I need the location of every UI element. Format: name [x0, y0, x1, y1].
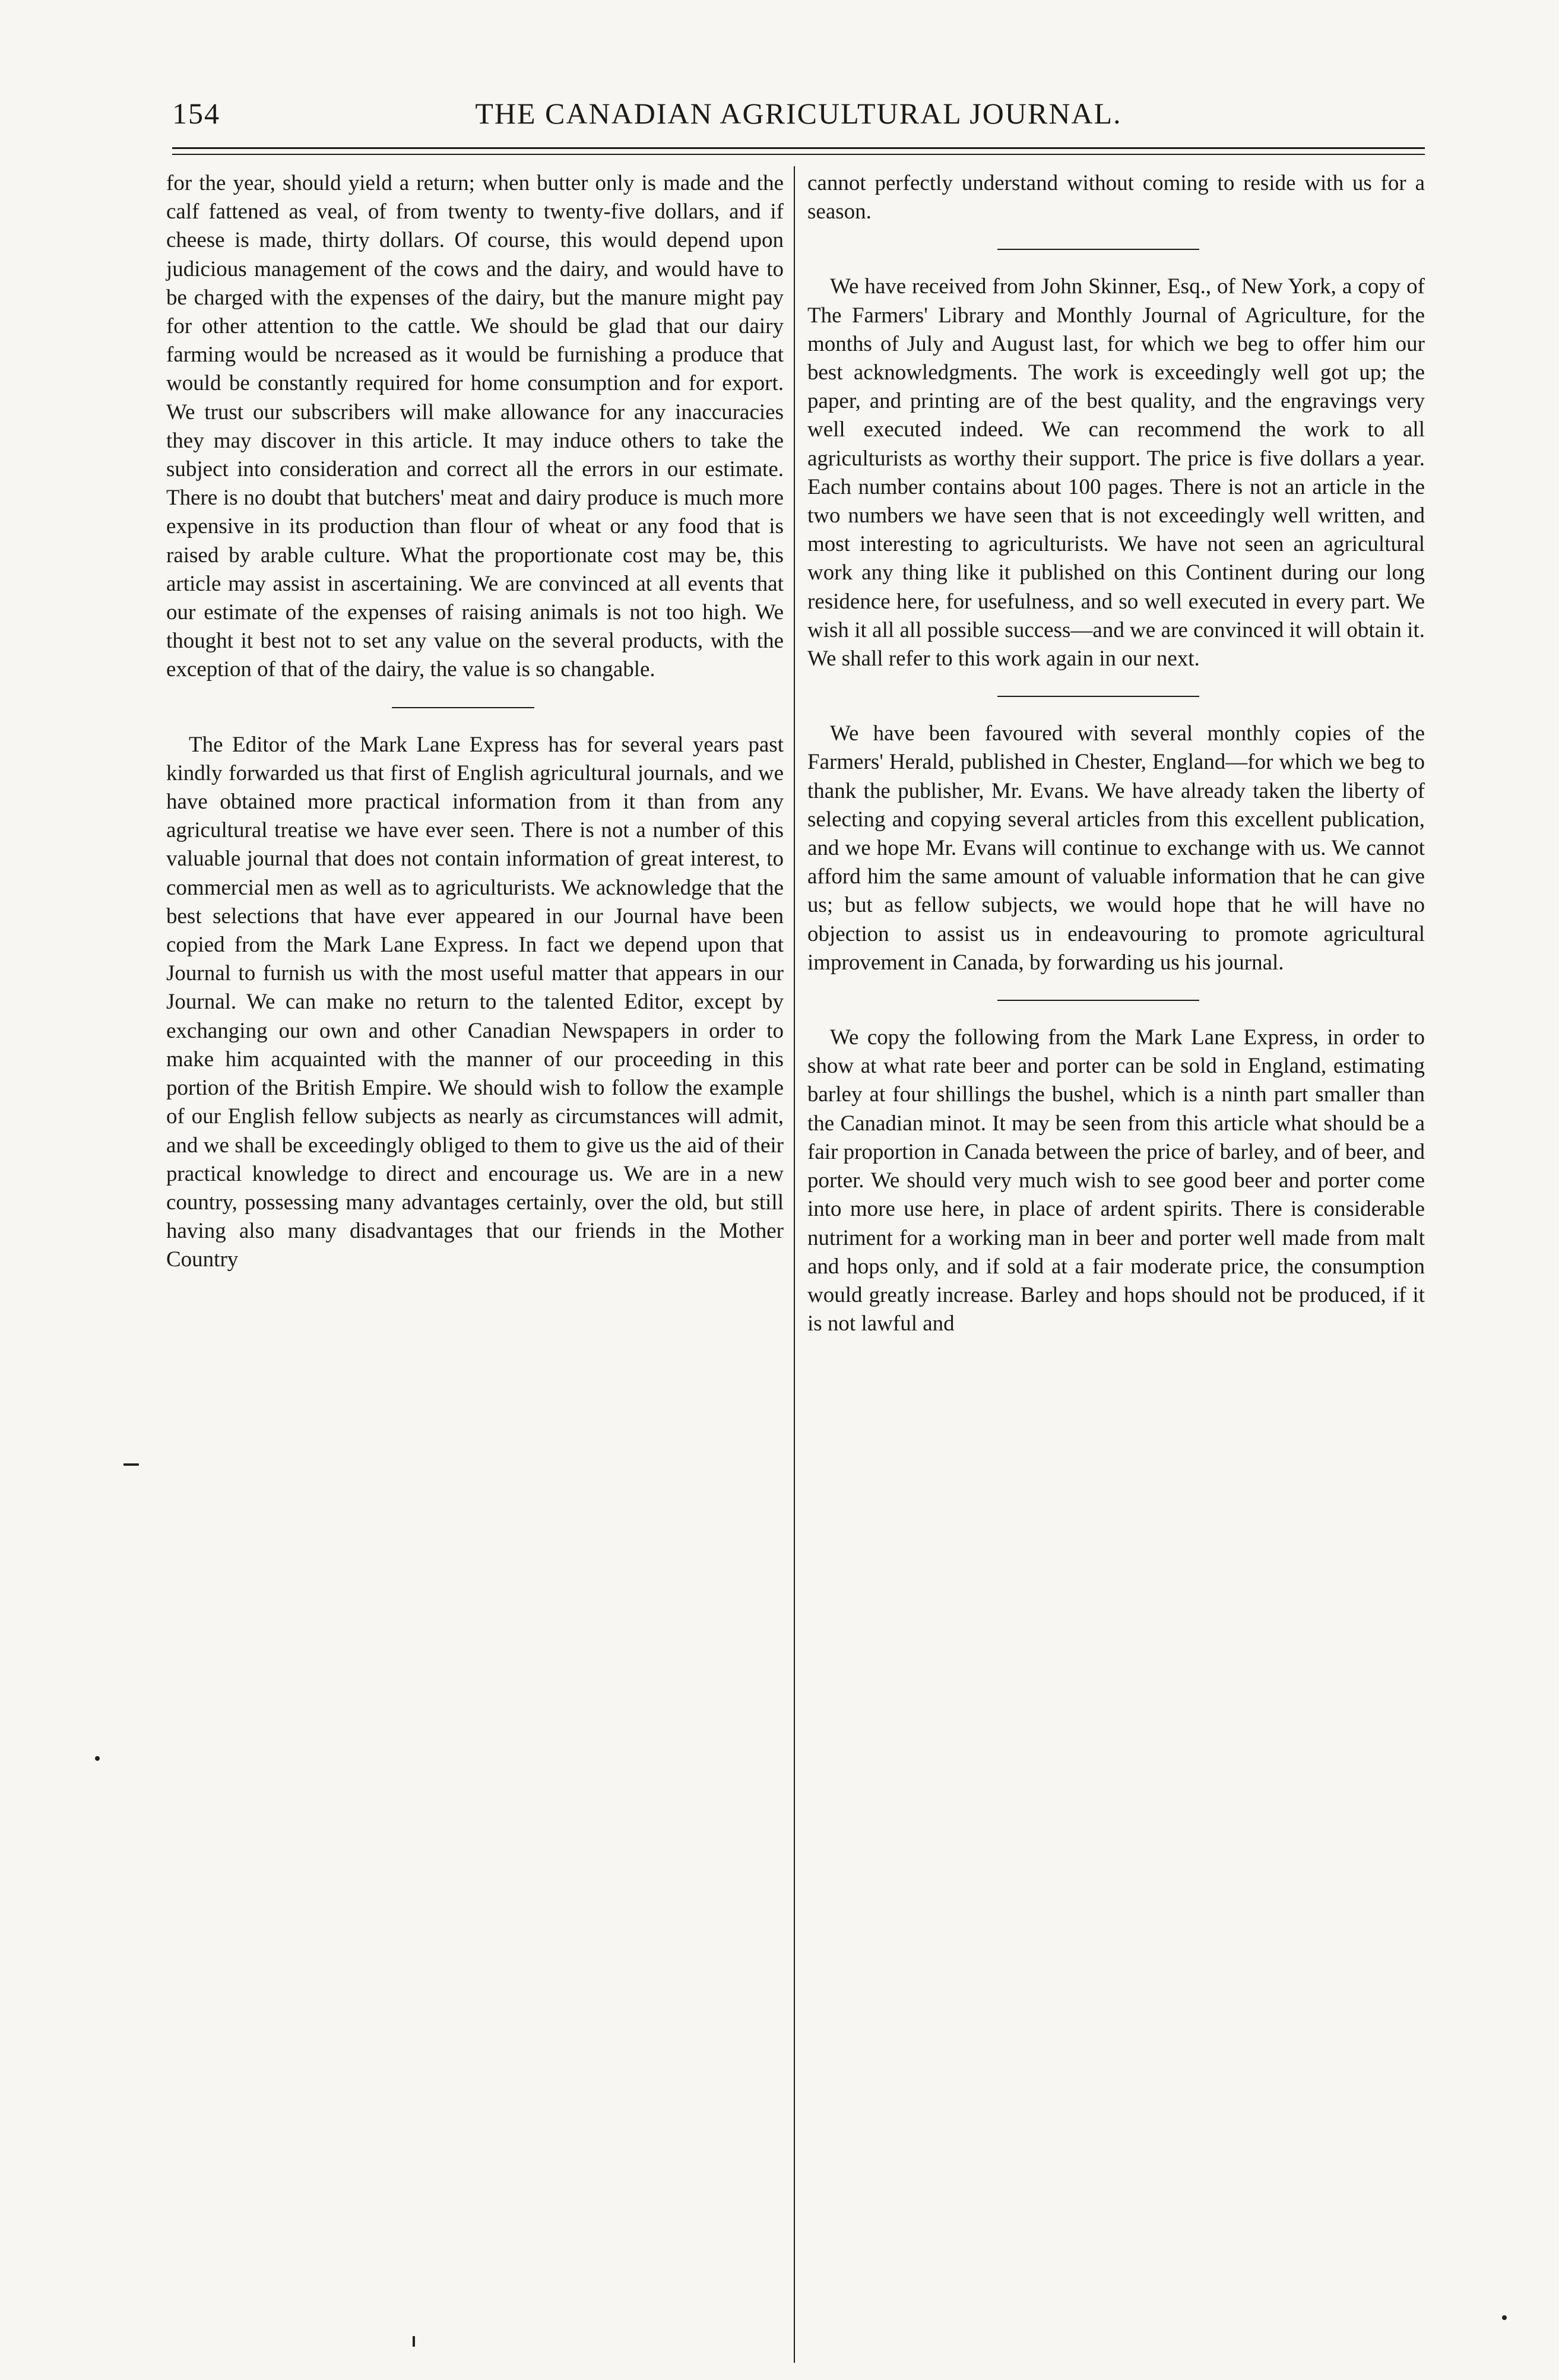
section-divider — [807, 226, 1425, 272]
scan-mark — [95, 1756, 100, 1761]
page-header — [172, 96, 1425, 138]
section-divider — [166, 684, 784, 731]
column-rule — [794, 166, 795, 2363]
scan-mark — [123, 1463, 139, 1466]
right-column — [807, 169, 1425, 1338]
section-divider — [807, 673, 1425, 720]
beer-porter-paragraph: We copy the following from the Mark Lane Express, in order to show at what rate beer and porter can be sold in England, estimating barley at four shillings the bushel, which is a ninth part smaller than the Canadian minot. It may be seen from this article what should be a fair proportion in Canada between the price of barley, and of beer, and porter. We should very much wish to see good beer and porter come into more use here, in place of ardent spirits. There is considerable nutriment for a working man in beer and porter well made from malt and hops only, and if sold at a fair moderate price, the consumption would greatly increase. Barley and hops should not be produced, if it is not lawful and — [807, 1025, 1425, 1336]
scan-mark — [1502, 2315, 1507, 2320]
running-title: THE CANADIAN AGRICULTURAL JOURNAL. — [475, 97, 1122, 130]
mark-lane-express-paragraph: The Editor of the Mark Lane Express has for several years past kindly forwarded us that first of English agricultural journals, and we have obtained more practical information from it than from any agricultural treatise we have ever seen. There is not a number of this valuable journal that does not contain information of great interest, to commercial men as well as to agriculturists. We acknowledge that the best selections that have ever appeared in our Journal have been copied from the Mark Lane Express. In fact we depend upon that Journal to furnish us with the most useful matter that appears in our Journal. We can make no return to the talented Editor, except by exchanging our own and other Canadian Newspapers in order to make him acquainted with the manner of our proceeding in this portion of the British Empire. We should wish to follow the example of our English fellow subjects as nearly as circumstances will admit, and we shall be exceedingly obliged to them to give us the aid of their practical knowledge to direct and encourage us. We are in a new country, possessing many advantages certainly, over the old, but still having also many disadvantages that our friends in the Mother Country — [166, 732, 784, 1272]
farmers-library-paragraph: We have received from John Skinner, Esq., of New York, a copy of The Farmers' Library and Monthly Journal of Agriculture, for the months of July and August last, for which we beg to offer him our best acknowledgments. The work is exceedingly well got up; the paper, and printing are of the best quality, and the engravings very well executed indeed. We can recommend the work to all agriculturists as worthy their support. The price is five dollars a year. Each number contains about 100 pages. There is not an article in the two numbers we have seen that is not exceedingly well written, and most interesting to agriculturists. We have not seen an agricultural work any thing like it published on this Continent during our long residence here, for usefulness, and so well executed in every part. We wish it all all possible success—and we are convinced it will obtain it. We shall refer to this work again in our next. — [807, 274, 1425, 671]
continued-paragraph: cannot perfectly understand without coming to reside with us for a season. — [807, 171, 1425, 224]
header-rule — [172, 147, 1425, 155]
left-column — [166, 169, 784, 1275]
section-divider — [807, 977, 1425, 1023]
scan-mark — [413, 2336, 415, 2347]
page-number: 154 — [172, 97, 220, 130]
dairy-estimate-paragraph: for the year, should yield a return; when butter only is made and the calf fattened as veal, of from twenty to twenty-five dollars, and if cheese is made, thirty dollars. Of course, this would depend upon judicious management of the cows and the dairy, and would have to be charged with the expenses of the dairy, but the manure might pay for other attention to the cattle. We should be glad that our dairy farming would be ncreased as it would be furnishing a produce that would be constantly required for home consumption and for export. We trust our subscribers will make allowance for any inaccuracies they may discover in this article. It may induce others to take the subject into consideration and correct all the errors in our estimate. There is no doubt that butchers' meat and dairy produce is much more expensive in its production than flour of wheat or any food that is raised by arable culture. What the proportionate cost may be, this article may assist in ascertaining. We are convinced at all events that our estimate of the expenses of raising animals is not too high. We thought it best not to set any value on the several products, with the exception of that of the dairy, the value is so changable. — [166, 171, 784, 682]
farmers-herald-paragraph: We have been favoured with several monthly copies of the Farmers' Herald, published in Chester, England—for which we beg to thank the publisher, Mr. Evans. We have already taken the liberty of selecting and copying several articles from this excellent publication, and we hope Mr. Evans will continue to exchange with us. We cannot afford him the same amount of valuable information that he can give us; but as fellow subjects, we would hope that he will have no objection to assist us in endeavouring to promote agricultural improvement in Canada, by forwarding us his journal. — [807, 721, 1425, 975]
